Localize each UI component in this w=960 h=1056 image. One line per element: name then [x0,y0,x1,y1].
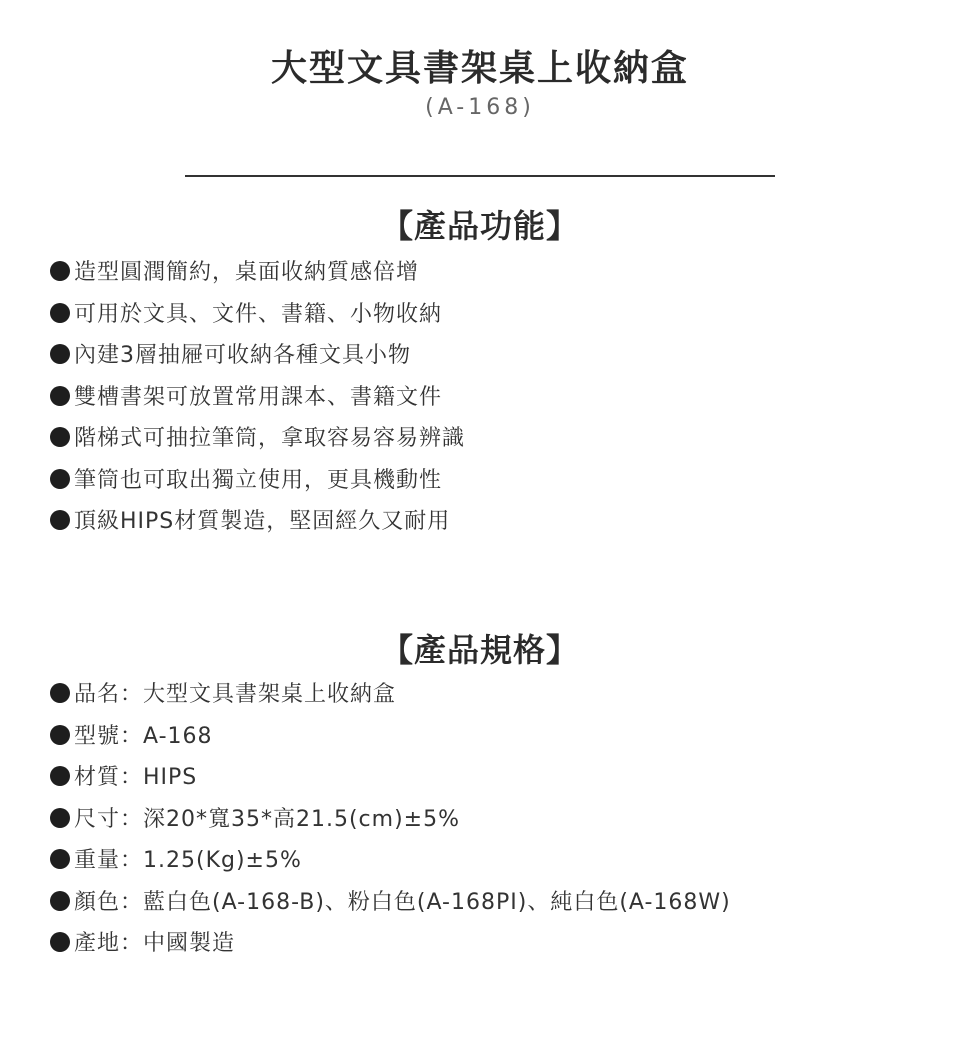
model-code: (A-168) [425,95,535,120]
bullet-icon [50,683,70,703]
header-divider [185,175,775,177]
feature-item [50,460,465,502]
feature-text: 造型圓潤簡約，桌面收納質感倍增 [74,260,420,285]
bullet-icon [50,261,70,281]
spec-item [50,840,731,882]
feature-item [50,252,465,294]
bullet-icon [50,932,70,952]
specs-heading: 【產品規格】 [380,631,579,669]
bullet-icon [50,469,70,489]
feature-item [50,294,465,336]
bullet-icon [50,303,70,323]
feature-item [50,501,465,543]
bullet-icon [50,427,70,447]
feature-text: 階梯式可抽拉筆筒，拿取容易容易辨識 [74,426,466,451]
bullet-icon [50,510,70,530]
spec-item [50,923,731,965]
spec-text: 重量：1.25(Kg)±5% [74,848,302,873]
bullet-icon [50,725,70,745]
bullet-icon [50,891,70,911]
feature-text: 可用於文具、文件、書籍、小物收納 [74,301,443,327]
bullet-icon [50,766,70,786]
feature-text: 內建3層抽屜可收納各種文具小物 [74,343,411,368]
spec-text: 產地：中國製造 [74,931,236,956]
feature-text: 頂級HIPS材質製造，堅固經久又耐用 [74,509,451,534]
bullet-icon [50,386,70,406]
feature-item [50,418,465,460]
feature-item [50,377,465,419]
spec-text: 顏色：藍白色(A-168-B)、粉白色(A-168PI)、純白色(A-168W) [74,889,731,915]
spec-text: 尺寸：深20*寬35*高21.5(cm)±5% [74,806,461,832]
spec-item [50,757,731,799]
spec-text: 材質：HIPS [74,765,198,790]
product-title: 大型文具書架桌上收納盒 [270,48,689,89]
spec-item [50,882,731,924]
spec-item [50,716,731,758]
spec-text: 型號：A-168 [74,723,213,749]
spec-item [50,799,731,841]
bullet-icon [50,849,70,869]
feature-text: 筆筒也可取出獨立使用，更具機動性 [74,467,443,493]
bullet-icon [50,344,70,364]
bullet-icon [50,808,70,828]
specs-list [50,674,731,965]
spec-item [50,674,731,716]
spec-text: 品名：大型文具書架桌上收納盒 [74,682,397,707]
features-heading: 【產品功能】 [380,207,579,245]
features-list [50,252,465,543]
feature-text: 雙槽書架可放置常用課本、書籍文件 [74,384,443,410]
feature-item [50,335,465,377]
